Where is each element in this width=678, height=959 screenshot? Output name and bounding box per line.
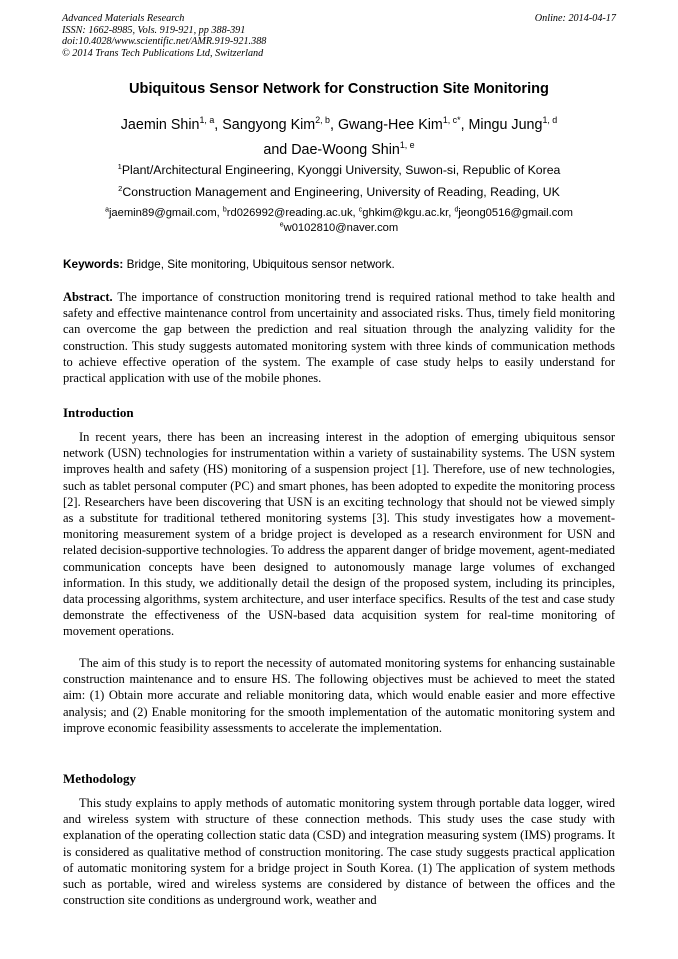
author-name: Gwang-Hee Kim xyxy=(337,117,443,133)
email-list xyxy=(60,206,618,235)
paper-title: Ubiquitous Sensor Network for Construction Site Monitoring xyxy=(129,81,549,97)
email-mark: e xyxy=(279,220,284,228)
keywords xyxy=(63,257,615,271)
affiliation-text: Construction Management and Engineering, University of Reading, Reading, UK xyxy=(122,185,560,199)
online-date: Online: 2014-04-17 xyxy=(534,13,616,24)
email[interactable]: jeong0516@gmail.com xyxy=(458,207,573,219)
author xyxy=(222,117,338,133)
author-affiliation-mark: 1, e xyxy=(399,139,415,150)
introduction-paragraph-1: In recent years, there has been an increasing interest in the adoption of emerging ubiquitous sensor network (USN) technologies for instrumentation within a variety of sustainability systems. The USN system improves health and safety (HS) monitoring of a suspension project [1]. Therefore, use of new technologies, such as tablet personal computer (PC) and smart phones, has been adopted to expedite the monitoring process [2]. Researchers have been discovering that USN is an exciting technology that should not be viewed simply as a substitute for traditional tethered monitoring systems [3]. This study investigates how a movement-monitoring measurement system of a bridge project is developed as a research environment for USN and related decision-supportive technologies. To address the apparent danger of bridge movement, agent-mediated communication concepts have been designed to autonomously manage large volumes of exchanged information. In this study, we additionally detail the design of the proposed system, including its principles, data processing algorithms, system architecture, and user interface specifics. Results of the test and case study demonstrate the effectiveness of the USN-based data acquisition system for real-time monitoring of movement operations. xyxy=(63,430,615,639)
email-mark: a xyxy=(105,206,109,214)
methodology-paragraph-1: This study explains to apply methods of automatic monitoring system through portable data logger, wired and wireless system with structure of these connection methods. This study uses the case study with explanation of the operating collection static data (CSD) and integration measuring system (IMS) programs. It is considered as qualitative method of construction monitoring. The case study suggests practical application of automatic monitoring system for a bridge project in South Korea. (1) The application of system methods such as portable, wired and wireless systems are considered by distance of between the offices and the construction site conditions as underground work, weather and xyxy=(63,796,615,908)
abstract-text: The importance of construction monitoring trend is required rational method to take health and safety and effective maintenance control from uncertainity and associated risks. Thus, timely field monitoring can overcome the gap between the prediction and real situation through the analyzing validity for the construction. This study suggests automated monitoring system with three kinds of communication methods to achieve effective operation of the system. The example of case study helps to easily understand for practical application with use of the mobile phones. xyxy=(63,290,615,386)
affiliation-mark: 2 xyxy=(118,183,123,193)
email-mark: b xyxy=(222,206,227,214)
author-name: Mingu Jung xyxy=(468,117,543,133)
introduction-paragraph-2: The aim of this study is to report the necessity of automated monitoring systems for enhancing sustainable construction maintenance and to ensure HS. The following objectives must be achieved to meet the stated aim: (1) Obtain more accurate and reliable monitoring data, which would enable easier and more effective analysis; and (2) Enable monitoring for the smooth implementation of the automatic monitoring system and improve economic feasibility assessments to accelerate the implementation. xyxy=(63,656,615,735)
author-name: Sangyong Kim xyxy=(222,117,316,133)
author-affiliation-mark: 1, c* xyxy=(442,115,461,126)
author xyxy=(469,117,558,133)
affiliation-1 xyxy=(0,163,678,177)
author-list xyxy=(40,113,638,162)
issn-line: ISSN: 1662-8985, Vols. 919-921, pp 388-391 xyxy=(62,24,246,36)
email[interactable]: rd026992@reading.ac.uk, xyxy=(226,207,359,219)
email[interactable]: w0102810@naver.com xyxy=(283,221,399,234)
journal-name: Advanced Materials Research xyxy=(62,13,185,24)
journal-header xyxy=(62,13,266,59)
affiliation-2 xyxy=(0,185,678,199)
email-mark: d xyxy=(454,206,459,214)
copyright-line: © 2014 Trans Tech Publications Ltd, Switzerland xyxy=(62,47,264,59)
author-affiliation-mark: 1, a xyxy=(199,115,215,126)
abstract xyxy=(63,289,615,386)
doi-line[interactable]: doi:10.4028/www.scientific.net/AMR.919-921.388 xyxy=(62,36,267,48)
methodology-heading: Methodology xyxy=(63,771,136,786)
keywords-label: Keywords: xyxy=(63,257,124,271)
affiliation-mark: 1 xyxy=(117,161,122,171)
abstract-label: Abstract. xyxy=(63,290,113,304)
affiliation-text: Plant/Architectural Engineering, Kyonggi University, Suwon-si, Republic of Korea xyxy=(121,163,561,177)
author-separator: , xyxy=(460,117,469,133)
author-affiliation-mark: 1, d xyxy=(542,115,558,126)
author xyxy=(338,117,469,133)
author-separator: , xyxy=(329,117,338,133)
author-affiliation-mark: 2, b xyxy=(315,115,330,126)
author-separator: , xyxy=(214,117,223,133)
introduction-heading: Introduction xyxy=(63,405,134,420)
author-name: Jaemin Shin xyxy=(120,117,200,133)
email[interactable]: jaemin89@gmail.com, xyxy=(108,207,223,219)
keywords-text: Bridge, Site monitoring, Ubiquitous sensor network. xyxy=(123,257,395,271)
author-name: and Dae-Woong Shin xyxy=(263,141,400,158)
email[interactable]: ghkim@kgu.ac.kr, xyxy=(362,207,455,219)
author xyxy=(121,117,222,133)
email-mark: c xyxy=(358,206,363,214)
author xyxy=(263,139,415,158)
